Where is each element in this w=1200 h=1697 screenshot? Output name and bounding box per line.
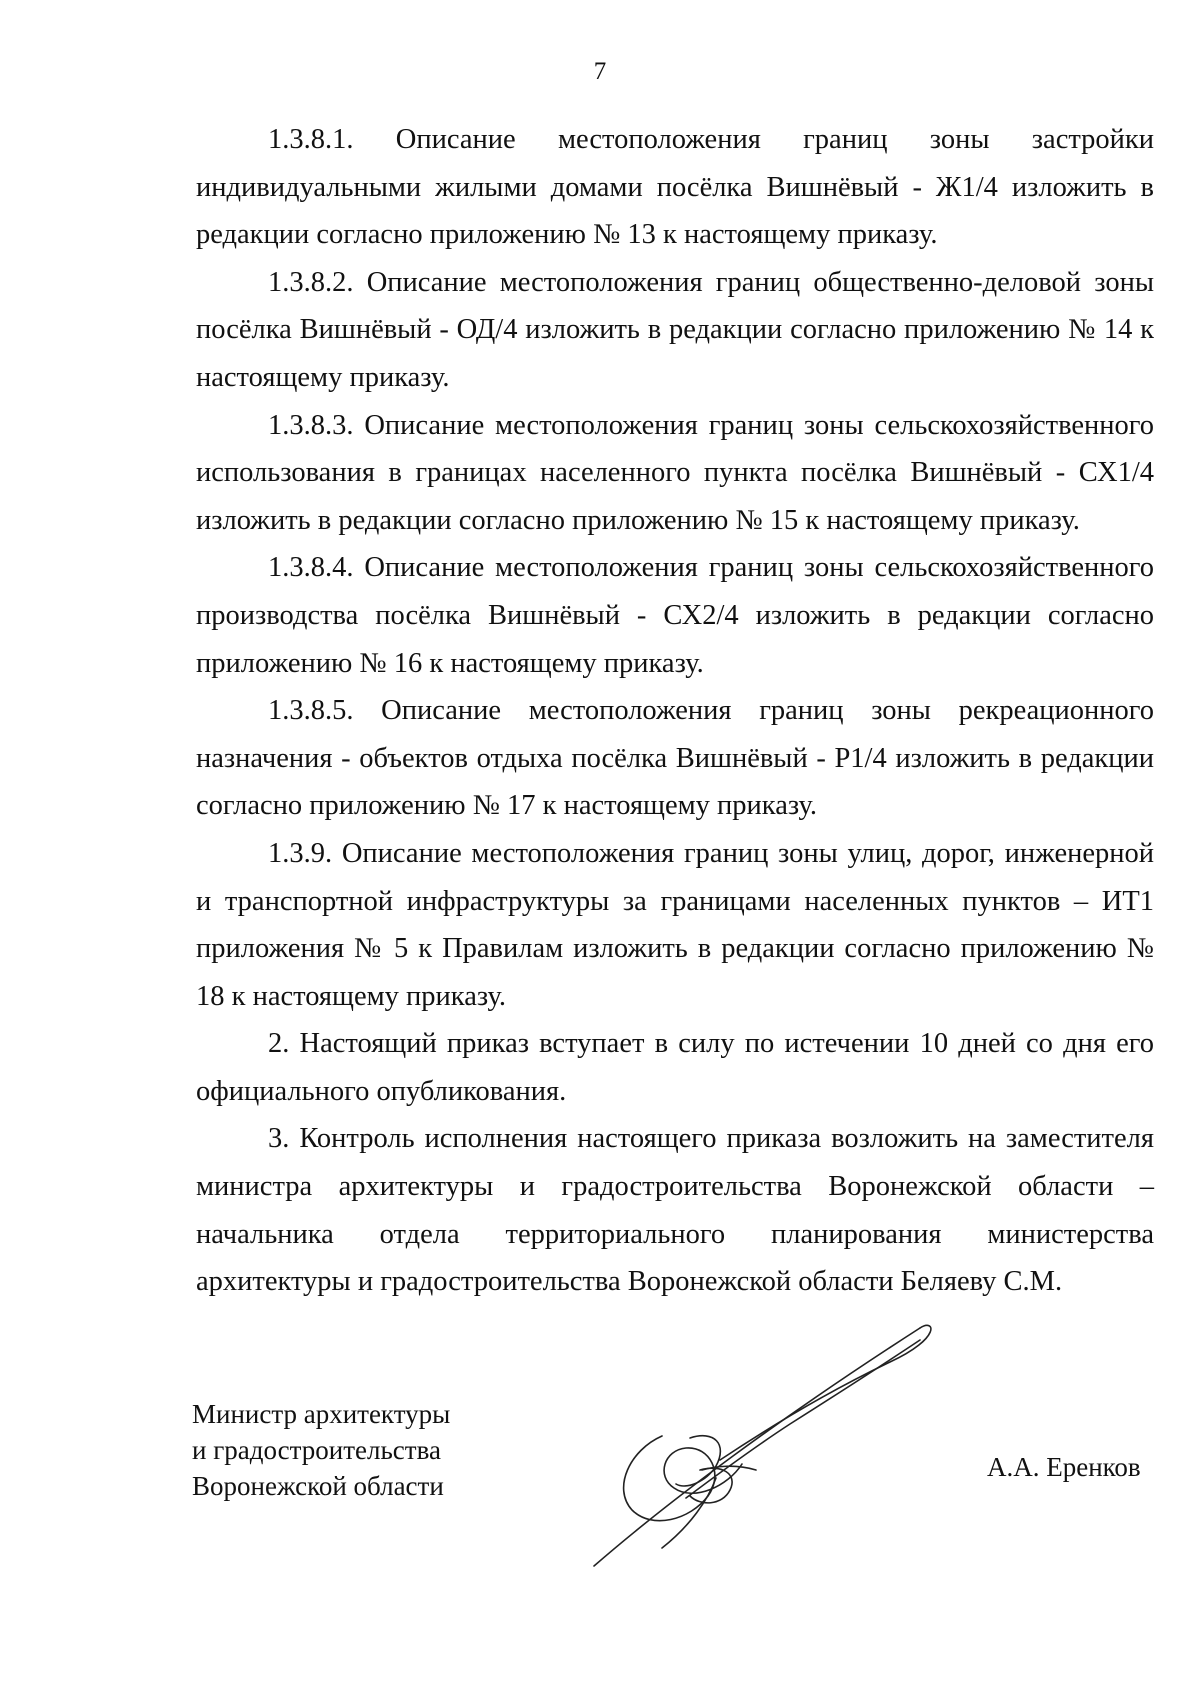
paragraph: 2. Настоящий приказ вступает в силу по истечении 10 дней со дня его официального опубликования. [196, 1028, 1154, 1107]
position-line: Воронежской области [192, 1471, 444, 1501]
paragraph: 1.3.9. Описание местоположения границ зоны улиц, дорог, инженерной и транспортной инфраструктуры за границами населенных пунктов – ИТ1 приложения № 5 к Правилам изложить в редакции согласно приложению № 18 к настоящему приказу. [196, 837, 1154, 1012]
paragraph: 1.3.8.3. Описание местоположения границ зоны сельскохозяйственного использования в границах населенного пункта посёлка Вишнёвый - СХ1/4 изложить в редакции согласно приложению № 15 к настоящему приказу. [196, 409, 1154, 536]
page-number: 7 [593, 58, 607, 85]
signatory-position [192, 1396, 450, 1504]
paragraph: 1.3.8.1. Описание местоположения границ зоны застройки индивидуальными жилыми домами посёлка Вишнёвый - Ж1/4 изложить в редакции согласно приложению № 13 к настоящему приказу. [196, 124, 1154, 251]
signatory-name: А.А. Еренков [987, 1452, 1141, 1482]
position-line: и градостроительства [192, 1435, 441, 1465]
paragraph: 3. Контроль исполнения настоящего приказа возложить на заместителя министра архитектуры и градостроительства Воронежской области – начальника отдела территориального планирования министерства архитектуры и градостроительства Воронежской области Беляеву С.М. [196, 1123, 1154, 1298]
paragraph: 1.3.8.2. Описание местоположения границ общественно-деловой зоны посёлка Вишнёвый - ОД/4 изложить в редакции согласно приложению № 14 к настоящему приказу. [196, 266, 1154, 393]
paragraph: 1.3.8.5. Описание местоположения границ зоны рекреационного назначения - объектов отдыха посёлка Вишнёвый - Р1/4 изложить в редакции согласно приложению № 17 к настоящему приказу. [196, 695, 1154, 822]
handwritten-signature [590, 1320, 960, 1580]
position-line: Министр архитектуры [192, 1399, 451, 1429]
document-body [196, 116, 1154, 1306]
paragraph: 1.3.8.4. Описание местоположения границ зоны сельскохозяйственного производства посёлка Вишнёвый - СХ2/4 изложить в редакции согласно приложению № 16 к настоящему приказу. [196, 552, 1154, 679]
